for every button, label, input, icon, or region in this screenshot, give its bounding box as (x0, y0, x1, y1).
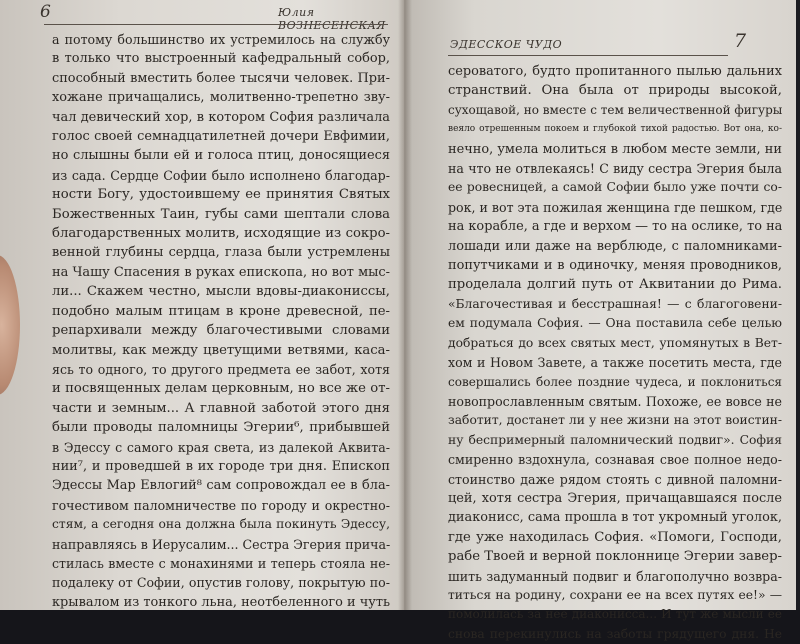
text-line: лошади или даже на верблюде, с паломниками- (448, 238, 782, 254)
right-page-number: 7 (734, 30, 747, 52)
text-line: шить задуманный подвиг и благополучно возвра- (448, 568, 782, 584)
text-line: стям, а сегодня она должна была покинуть Эдессу, (52, 517, 390, 532)
text-line: стоинство даже рядом стоять с дивной паломни- (448, 471, 782, 487)
text-line: совершались более поздние чудеса, и поклониться (448, 374, 782, 389)
text-line: гочестивом паломничестве по городу и окрестно- (52, 497, 390, 513)
text-line: добраться до всех святых мест, упомянутых в Вет- (448, 335, 782, 350)
text-line: благодарственных молитв, исходящие из сокро- (52, 226, 390, 242)
text-line: ну беспримерный паломнический подвиг». София (448, 432, 782, 447)
text-line: подалеку от Софии, опустив голову, покрытую по- (52, 575, 390, 591)
left-header-rule (44, 24, 388, 25)
text-line: Эдессы Мар Евлогий⁸ сам сопровождал ее в бла- (52, 478, 390, 494)
text-line: крывалом из тонкого льна, неотбеленного и чуть (52, 594, 390, 610)
text-line: нии⁷, и проведшей в их городе три дня. Епископ (52, 458, 390, 474)
text-line: чал девический хор, в котором София различала (52, 109, 390, 125)
text-line: были проводы паломницы Эгерии⁶, прибывшей (52, 420, 390, 436)
text-line: направляясь в Иерусалим... Сестра Эгерия прича- (52, 536, 391, 552)
text-line: титься на родину, сохрани ее на всех путях ее!» — (448, 587, 782, 602)
text-line: Божественных Таин, губы сами шептали слова (52, 206, 390, 222)
text-line: подобно малым птицам в кроне древесной, пе- (52, 303, 390, 319)
text-line: рабе Твоей и верной поклоннице Эгерии завер- (448, 549, 782, 565)
text-line: в только что выстроенный кафедральный собор, (52, 51, 390, 67)
text-line: и посвященных делам церковным, но все же от- (52, 381, 390, 397)
text-line: странствий. Она была от природы высокой, (448, 83, 782, 99)
text-line: где уже находилась София. «Помоги, Господи, (448, 529, 782, 545)
text-line: проделала долгий путь от Аквитании до Рима. (448, 277, 782, 293)
left-running-head: Юлия ВОЗНЕСЕНСКАЯ (278, 6, 386, 32)
text-line: ности Богу, удостоившему ее принятия Святых (52, 187, 390, 203)
text-line: помолилась за нее диаконисса... И тут же мысли ее (448, 607, 782, 622)
text-line: в Эдессу с самого края света, из далекой Аквита- (52, 439, 390, 455)
text-line: новопрославленным святым. Похоже, ее вовсе не (448, 393, 782, 409)
text-line: на Чашу Спасения в руках епископа, но вот мыс- (52, 264, 390, 280)
text-line: молитвы, как между цветущими ветвями, касa- (52, 342, 390, 358)
right-page (404, 0, 796, 641)
right-header-rule (448, 55, 728, 56)
text-line: смиренно вздохнула, сознавая свое полное недо- (448, 452, 782, 468)
text-line: способный вместить более тысячи человек. При- (52, 70, 390, 86)
text-line: ее ровесницей, а самой Софии было уже почти со- (448, 180, 782, 195)
left-page-number: 6 (40, 2, 51, 22)
text-line: венной глубины сердца, глаза были устремлены (52, 245, 390, 261)
text-line: но слышны были ей и голоса птиц, доносящиеся (52, 148, 390, 164)
text-line: нечно, умела молиться в любом месте земли, ни (448, 141, 782, 157)
text-line: веяло отрешенным покоем и глубокой тихой радостью. Вот она, ко- (448, 124, 782, 135)
right-running-head: ЭДЕССКОЕ ЧУДО (450, 38, 563, 51)
left-page (0, 0, 404, 610)
text-line: ясь то одного, то другого предмета ее забот, хотя (52, 361, 390, 377)
book-gutter (398, 0, 412, 610)
text-line: рок, и вот эта пожилая женщина где пешком, где (448, 199, 783, 215)
left-page-text (52, 30, 390, 612)
text-line: ли... Скажем честно, мысли вдовы-диаконисcы, (52, 284, 390, 300)
text-line: сухощавой, но вместе с тем величественной фигуры (448, 102, 783, 117)
background-edge (796, 0, 800, 610)
right-page-text (448, 62, 782, 644)
text-line: стилась вместе с монахинями и теперь стояла не- (52, 555, 390, 571)
text-line: репархивали между благочестивыми словами (52, 323, 390, 339)
text-line: снова перекинулись на заботы грядущего дня. Не (448, 626, 782, 641)
text-line: заботит, достанет ли у нее жизни на этот воистин- (448, 413, 782, 428)
text-line: а потому большинство их устремилось на службу (52, 32, 390, 47)
text-line: хом и Новом Завете, а также посетить места, где (448, 355, 782, 371)
text-line: цей, хотя сестра Эгерия, причащавшаяся после (448, 490, 782, 506)
text-line: на что не отвлекаясь! С виду сестра Эгерия была (448, 161, 782, 177)
text-line: голос своей семнадцатилетней дочери Евфимии, (52, 129, 390, 145)
text-line: из сада. Сердце Софии было исполнено благодар- (52, 167, 390, 183)
text-line: попутчиками и в одиночку, меняя проводников, (448, 258, 782, 274)
text-line: хожане причащались, молитвенно-трепетно зву- (52, 90, 390, 106)
text-line: части и земным... А главной заботой этого дня (52, 400, 390, 416)
text-line: диаконисс, сама прошла в тот укромный уголок, (448, 510, 783, 526)
text-line: «Благочестивая и бесстрашная! — с благоговени- (448, 296, 782, 311)
text-line: сероватого, будто пропитанного пылью дальних (448, 64, 782, 79)
text-line: ем подумала София. — Она поставила себе целью (448, 316, 782, 331)
text-line: на корабле, а где и верхом — то на ослике, то на (448, 219, 783, 235)
